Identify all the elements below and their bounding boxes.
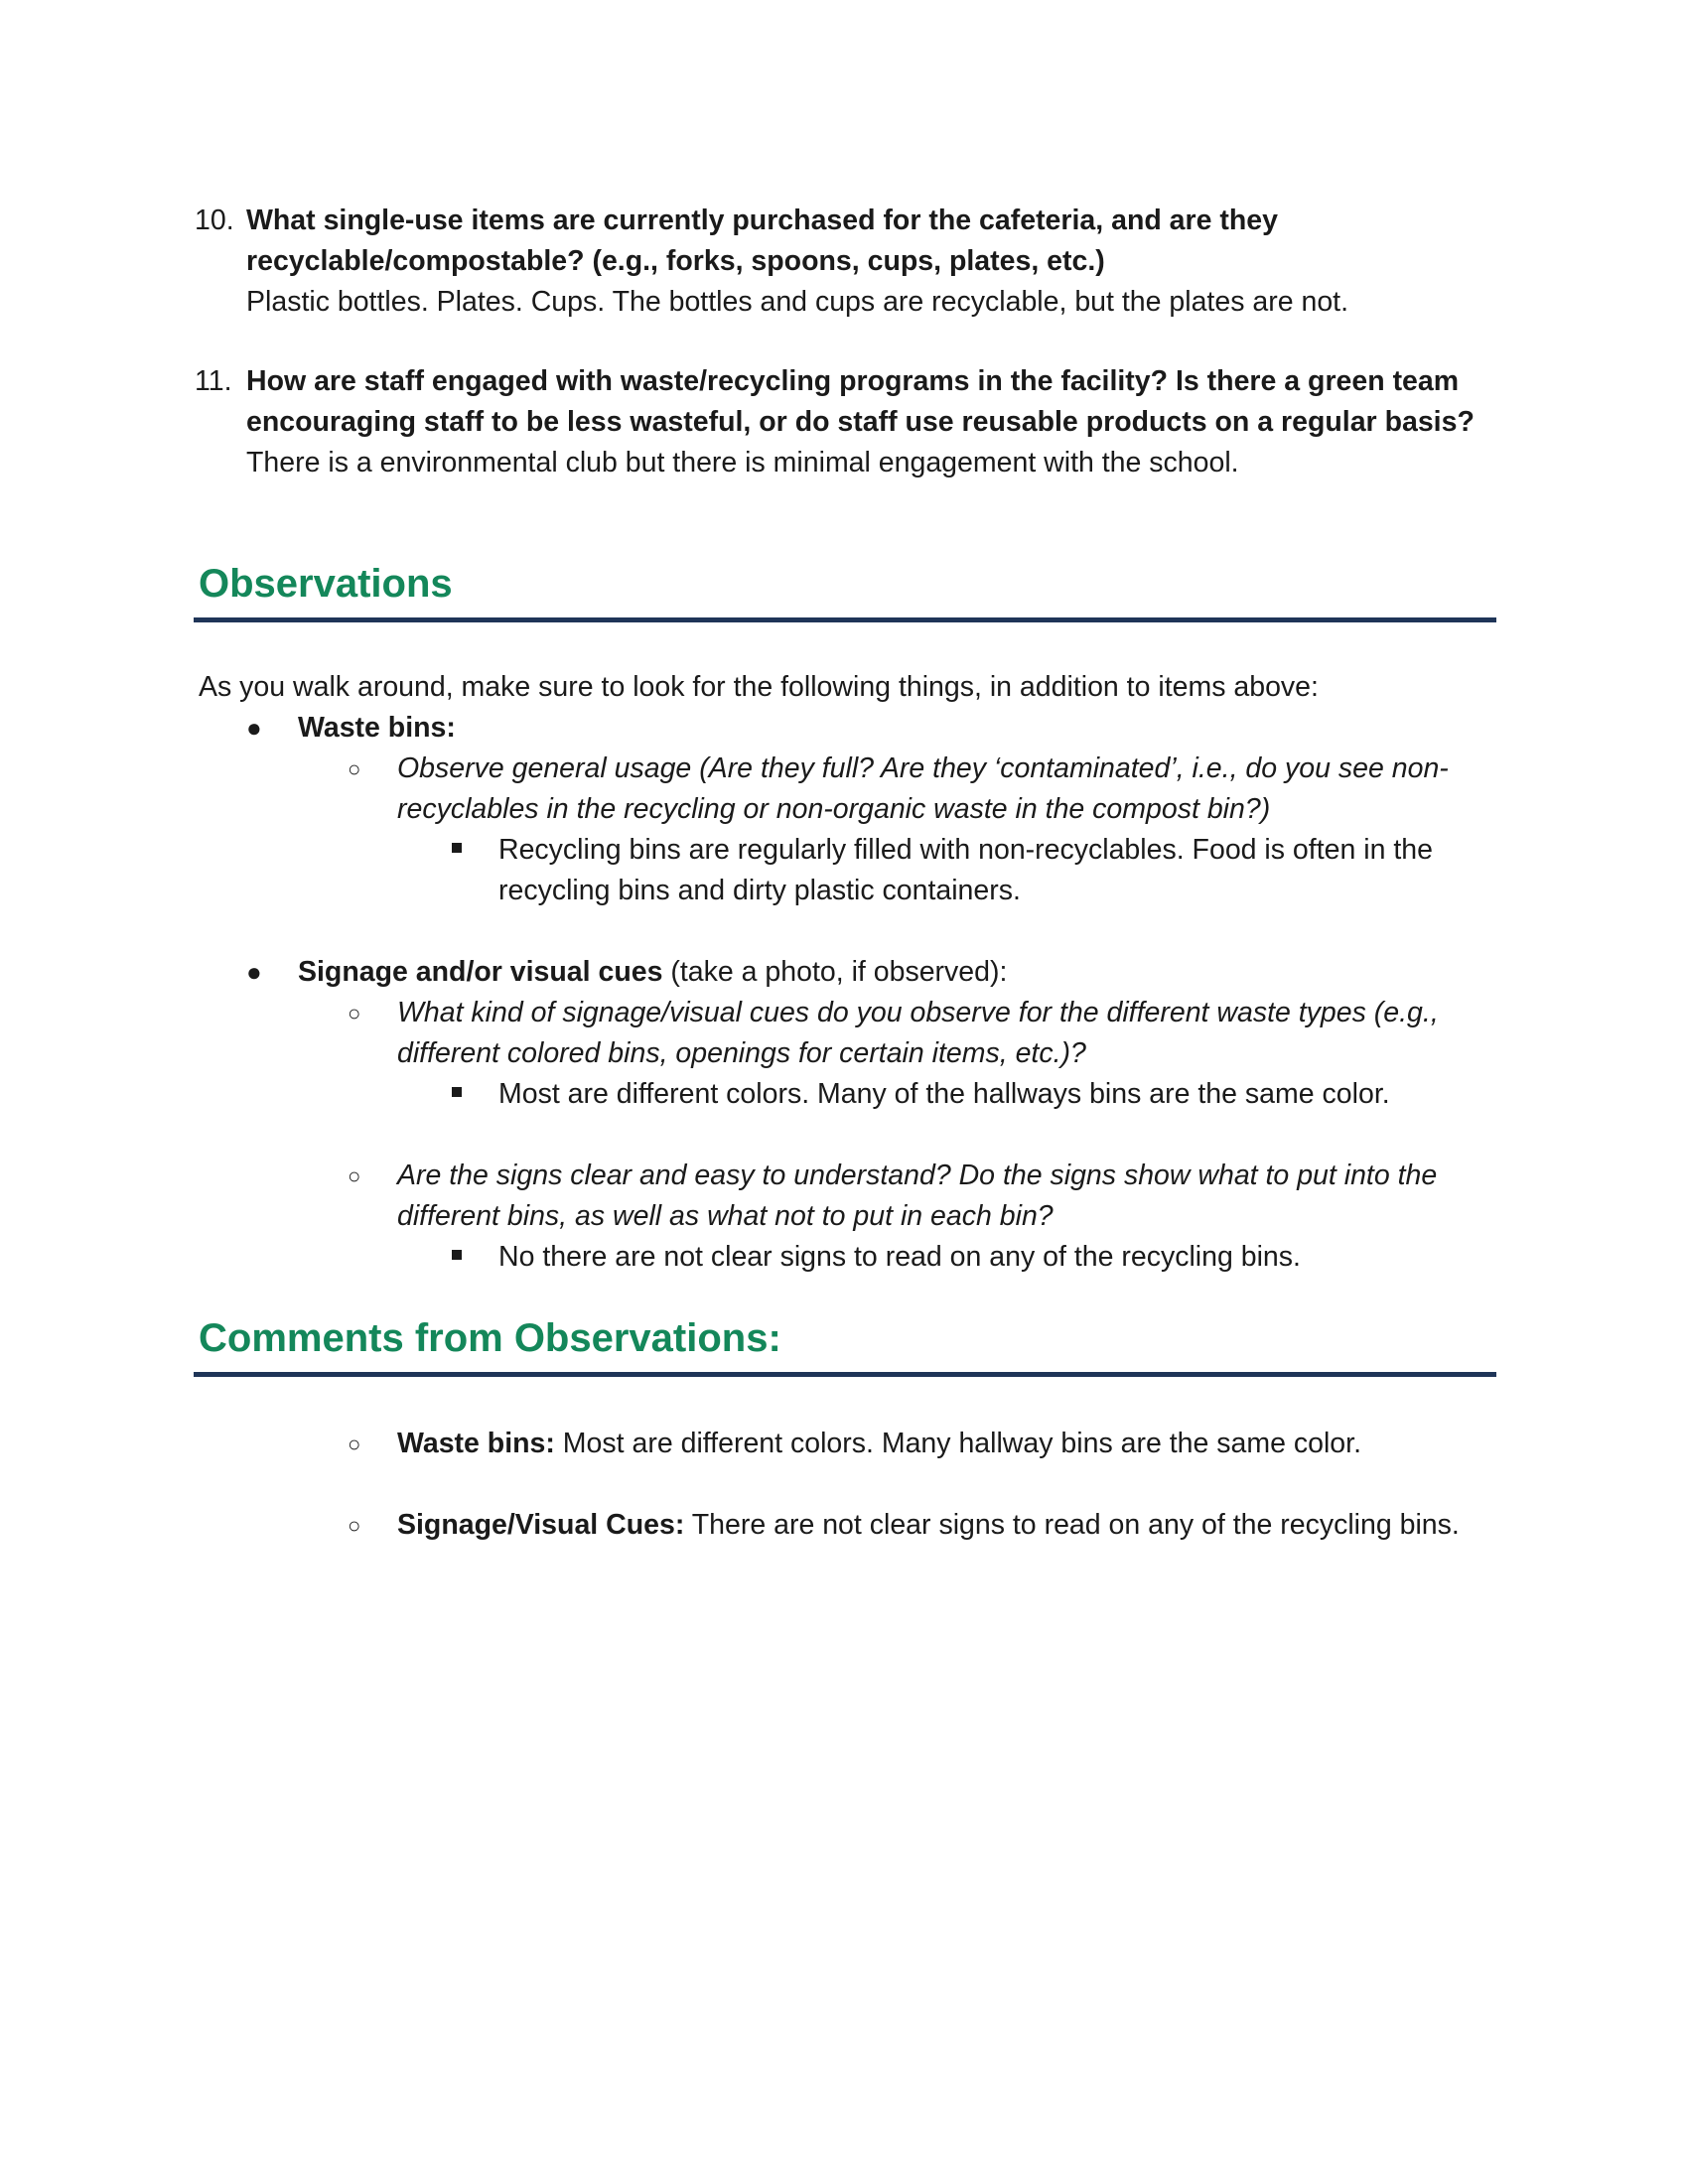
bullet-icon: ● xyxy=(246,713,262,743)
square-bullet-icon xyxy=(452,1250,462,1260)
question-10 xyxy=(195,201,1497,323)
heading-rule xyxy=(194,1372,1496,1377)
comment-item-signage xyxy=(397,1505,1499,1546)
bullet-icon: ● xyxy=(246,957,262,987)
comment-label: Waste bins: xyxy=(397,1428,555,1459)
question-number: 10. xyxy=(195,205,234,236)
observations-intro: As you walk around, make sure to look for the following things, in addition to items above: xyxy=(199,671,1319,703)
circle-bullet-icon: ○ xyxy=(348,756,361,781)
question-number: 11. xyxy=(195,365,232,397)
observation-answer: No there are not clear signs to read on any of the recycling bins. xyxy=(498,1241,1301,1273)
observations-heading: Observations xyxy=(199,562,453,606)
observation-label-rest: (take a photo, if observed): xyxy=(662,956,1008,988)
observation-answer: Most are different colors. Many of the hallways bins are the same color. xyxy=(498,1078,1390,1110)
circle-bullet-icon: ○ xyxy=(348,1513,361,1538)
observation-label: Signage and/or visual cues xyxy=(298,956,663,988)
question-11 xyxy=(195,361,1497,483)
observation-prompt: Are the signs clear and easy to understand? Do the signs show what to put into the different bins, as well as what not to put in each bin? xyxy=(397,1160,1438,1232)
question-answer: There is a environmental club but there is minimal engagement with the school. xyxy=(246,447,1239,478)
comments-heading: Comments from Observations: xyxy=(199,1316,781,1360)
observation-item-waste-bins xyxy=(298,708,1489,749)
comment-item-waste-bins xyxy=(397,1424,1499,1464)
heading-rule xyxy=(194,617,1496,622)
comment-text: Most are different colors. Many hallway bins are the same color. xyxy=(554,1428,1361,1459)
observation-item-signage xyxy=(298,952,1489,993)
square-bullet-icon xyxy=(452,843,462,853)
circle-bullet-icon: ○ xyxy=(348,1001,361,1025)
question-answer: Plastic bottles. Plates. Cups. The bottles and cups are recyclable, but the plates are not. xyxy=(246,286,1349,318)
circle-bullet-icon: ○ xyxy=(348,1163,361,1188)
observation-label: Waste bins: xyxy=(298,712,456,744)
square-bullet-icon xyxy=(452,1087,462,1097)
observation-prompt: What kind of signage/visual cues do you observe for the different waste types (e.g., different colored bins, openings for certain items, etc.)? xyxy=(397,997,1439,1069)
comment-text: There are not clear signs to read on any of the recycling bins. xyxy=(684,1509,1460,1541)
circle-bullet-icon: ○ xyxy=(348,1432,361,1456)
question-text: How are staff engaged with waste/recycling programs in the facility? Is there a green team encouraging staff to be less wasteful, or do staff use reusable products on a regular basis? xyxy=(246,365,1475,438)
observation-answer: Recycling bins are regularly filled with non-recyclables. Food is often in the recycling bins and dirty plastic containers. xyxy=(498,834,1433,906)
comment-label: Signage/Visual Cues: xyxy=(397,1509,685,1541)
question-text: What single-use items are currently purchased for the cafeteria, and are they recyclable/compostable? (e.g., forks, spoons, cups, plates, etc.) xyxy=(246,205,1278,277)
observation-prompt: Observe general usage (Are they full? Are they ‘contaminated’, i.e., do you see non-recyclables in the recycling or non-organic waste in the compost bin?) xyxy=(397,752,1449,825)
